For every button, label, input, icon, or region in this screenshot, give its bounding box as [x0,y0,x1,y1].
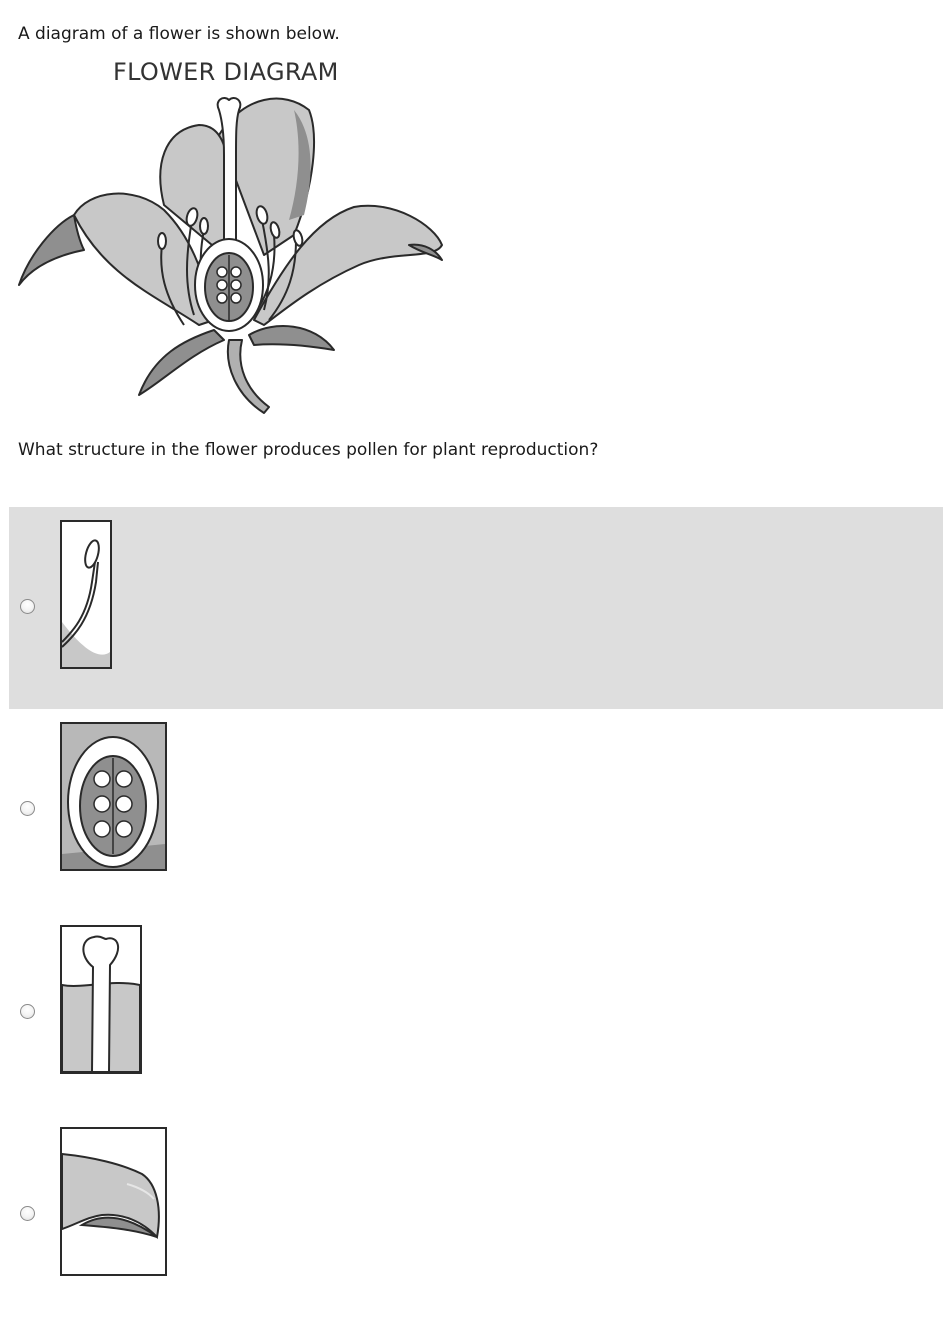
answer-option-b[interactable] [9,709,943,911]
answer-option-d[interactable] [9,1114,943,1316]
petal-lower-left [139,330,224,395]
petal-image [60,1127,167,1276]
answer-radio-c[interactable] [20,1004,35,1019]
stem [228,340,269,413]
answer-radio-d[interactable] [20,1206,35,1221]
flower-diagram [14,95,446,420]
answer-option-a[interactable] [9,507,943,709]
question-text: What structure in the flower produces pollen for plant reproduction? [18,440,599,460]
pistil-image [60,925,142,1074]
ovary-image [60,722,167,871]
stamen-image [60,520,112,669]
diagram-title: FLOWER DIAGRAM [113,58,339,86]
answer-option-c[interactable] [9,912,943,1114]
answer-radio-b[interactable] [20,801,35,816]
petal-left-tip [19,215,84,285]
petal-lower-right [249,326,334,350]
intro-text: A diagram of a flower is shown below. [18,24,340,44]
answer-radio-a[interactable] [20,599,35,614]
